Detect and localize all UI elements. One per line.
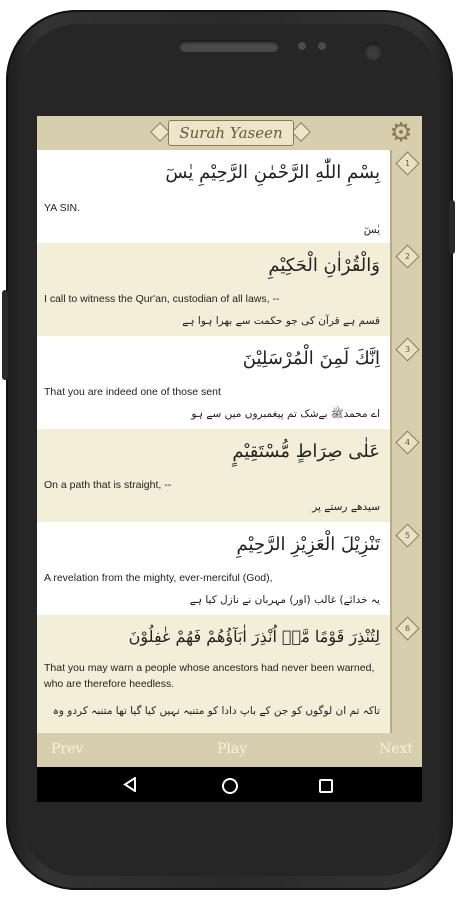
phone-front-camera <box>364 42 382 60</box>
recents-icon[interactable] <box>319 779 333 793</box>
verse-item[interactable] <box>37 615 390 733</box>
verse-english: A revelation from the mighty, ever-merciful (God), <box>44 572 273 584</box>
verse-list[interactable] <box>37 150 390 733</box>
verse-number: 4 <box>404 438 411 447</box>
verse-urdu: یہ خدائے) غالب (اور) مہربان نے نازل کیا ہے <box>189 594 380 606</box>
verse-urdu: یٰسٓ <box>363 224 380 236</box>
gear-icon[interactable]: ⚙ <box>389 118 413 148</box>
verse-number: 6 <box>404 624 411 633</box>
verse-number: 2 <box>404 252 411 261</box>
android-nav-bar <box>37 767 422 802</box>
verse-urdu: اے محمدﷺ بےشک تم پیغمبروں میں سے ہو <box>191 408 380 420</box>
ornament-left <box>150 122 170 142</box>
verse-arabic: بِسْمِ اللّٰهِ الرَّحْمٰنِ الرَّحِیْمِ یٰسٓ <box>165 162 380 183</box>
home-icon[interactable] <box>222 778 238 794</box>
verse-english: I call to witness the Qur'an, custodian of all laws, -- <box>44 293 280 305</box>
verse-english: On a path that is straight, -- <box>44 479 172 491</box>
verse-english: That you may warn a people whose ancestors had never been warned, who are therefore heedless. <box>44 662 375 690</box>
phone-camera-dot <box>318 42 326 50</box>
verse-number-marker <box>395 151 419 175</box>
verse-number-marker <box>395 337 419 361</box>
title-ornament <box>150 120 310 146</box>
prev-button[interactable]: Prev <box>51 741 84 757</box>
verse-number-marker <box>395 616 419 640</box>
verse-number: 3 <box>404 345 411 354</box>
verse-number-marker <box>395 430 419 454</box>
ornament-right <box>291 122 311 142</box>
verse-number: 1 <box>404 159 411 168</box>
verse-urdu: سیدھے رستے پر <box>312 501 380 513</box>
app-screen <box>37 116 422 802</box>
play-button[interactable]: Play <box>217 741 248 757</box>
verse-number-marker <box>395 244 419 268</box>
verse-number-margin <box>390 150 422 733</box>
back-icon[interactable] <box>123 777 137 792</box>
next-button[interactable]: Next <box>379 741 414 757</box>
verse-item[interactable] <box>37 243 390 336</box>
verse-item[interactable] <box>37 336 390 429</box>
verse-number-marker <box>395 523 419 547</box>
phone-speaker <box>179 40 279 52</box>
verse-arabic: عَلٰى صِرَاطٍ مُّسْتَقِیْمٍ <box>232 441 380 462</box>
verse-english: That you are indeed one of those sent <box>44 386 221 398</box>
verse-arabic: لِتُنْذِرَ قَوْمًا مَّاۤ اُنْذِرَ اٰبَآؤُهُمْ فَهُمْ غٰفِلُوْنَ <box>128 627 380 646</box>
phone-camera-dot <box>298 42 306 50</box>
app-header <box>37 116 422 150</box>
verse-urdu: قسم ہے قرآن کی جو حکمت سے بھرا ہوا ہے <box>182 315 380 327</box>
verse-arabic: اِنَّكَ لَمِنَ الْمُرْسَلِیْنَ <box>242 348 380 369</box>
verse-number: 5 <box>404 531 411 540</box>
verse-arabic: تَنْزِیْلَ الْعَزِیْزِ الرَّحِیْمِ <box>236 534 380 555</box>
phone-volume-button <box>2 290 8 380</box>
verse-item[interactable] <box>37 150 390 243</box>
phone-side-button <box>449 200 455 254</box>
verse-arabic: وَالْقُرْاٰنِ الْحَكِیْمِ <box>268 255 380 276</box>
playback-bar <box>37 733 422 767</box>
verse-urdu: تاکہ تم ان لوگوں کو جن کے باپ دادا کو متنبہ نہیں کیا گیا تھا متنبہ کردو وہ <box>52 705 380 717</box>
verse-item[interactable] <box>37 522 390 615</box>
verse-item[interactable] <box>37 429 390 522</box>
verse-english: YA SIN. <box>44 202 80 214</box>
page-title: Surah Yaseen <box>168 120 294 146</box>
